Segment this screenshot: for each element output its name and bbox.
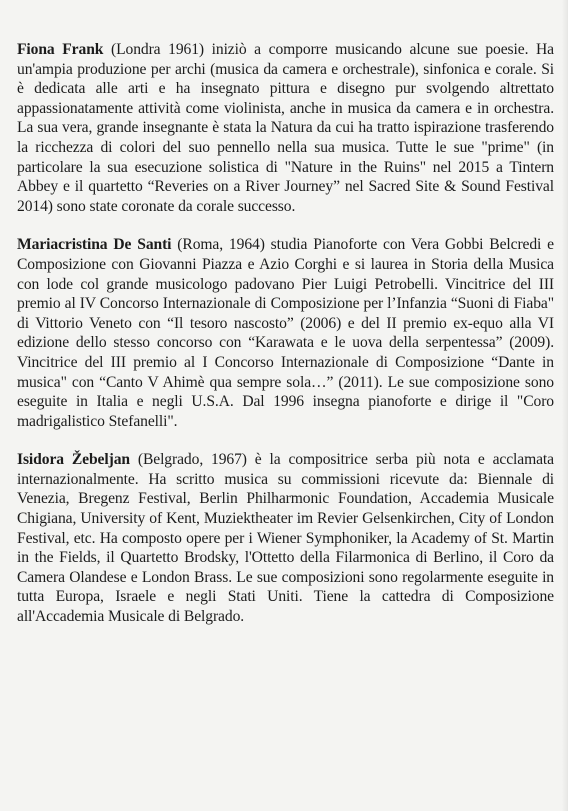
page-edge-shadow xyxy=(562,0,568,811)
composer-name: Mariacristina De Santi xyxy=(17,236,172,254)
bio-text: (Belgrado, 1967) è la compositrice serba più nota e acclamata internazionalmente. Ha scritto musica su commissioni ricevute da: Biennale di Venezia, Bregenz Festival, Berlin Philharmonic Foundation, Accademia Musicale Chigiana, University of Kent, Muziektheater im Revier Gelsenkirchen, City of London Festival, etc. Ha composto opere per i Wiener Symphoniker, la Academy of St. Martin in the Fields, il Quartetto Brodsky, l'Ottetto della Filarmonica di Berlino, il Coro da Camera Olandese e London Brass. Le sue composizioni sono regolarmente eseguite in tutta Europa, Israele e negli Stati Uniti. Tiene la cattedra di Composizione all'Accademia Musicale di Belgrado. xyxy=(17,451,554,626)
bio-text: (Londra 1961) iniziò a comporre musicando alcune sue poesie. Ha un'ampia produzione per archi (musica da camera e orchestrale), sinfonica e corale. Si è dedicata alle arti e ha insegnato pittura e disegno pur svolgendo altrettato appassionatamente attività come violinista, anche in musica da camera e in orchestra. La sua vera, grande insegnante è stata la Natura da cui ha tratto ispirazione trasferendo la ricchezza di colori del suo pennello nella sua musica. Tutte le sue "prime" (in particolare la sua esecuzione solistica di "Nature in the Ruins" nel 2015 a Tintern Abbey e il quartetto “Reveries on a River Journey” nel Sacred Site & Sound Festival 2014) sono state coronate da corale successo. xyxy=(17,41,554,215)
bio-paragraph-isidora-zebeljan xyxy=(17,450,554,626)
bio-paragraph-fiona-frank xyxy=(17,40,554,216)
bio-paragraph-mariacristina-de-santi xyxy=(17,235,554,431)
bio-text: (Roma, 1964) studia Pianoforte con Vera Gobbi Belcredi e Composizione con Giovanni Piazza e Azio Corghi e si laurea in Storia della Musica con lode col grande musicologo padovano Pier Luigi Petrobelli. Vincitrice del III premio al IV Concorso Internazionale di Composizione per l’Infanzia “Suoni di Fiaba" di Vittorio Veneto con “Il tesoro nascosto” (2006) e del II premio ex-equo alla VI edizione dello stesso concorso con “Karawata e le uova della serpentessa” (2009). Vincitrice del III premio al I Concorso Internazionale di Composizione “Dante in musica" con “Canto V Ahimè qua sempre sola…” (2011). Le sue composizione sono eseguite in Italia e negli U.S.A. Dal 1996 insegna pianoforte e dirige il "Coro madrigalistico Stefanelli". xyxy=(17,236,554,430)
composer-name: Fiona Frank xyxy=(17,41,104,58)
composer-name: Isidora Žebeljan xyxy=(17,451,130,469)
